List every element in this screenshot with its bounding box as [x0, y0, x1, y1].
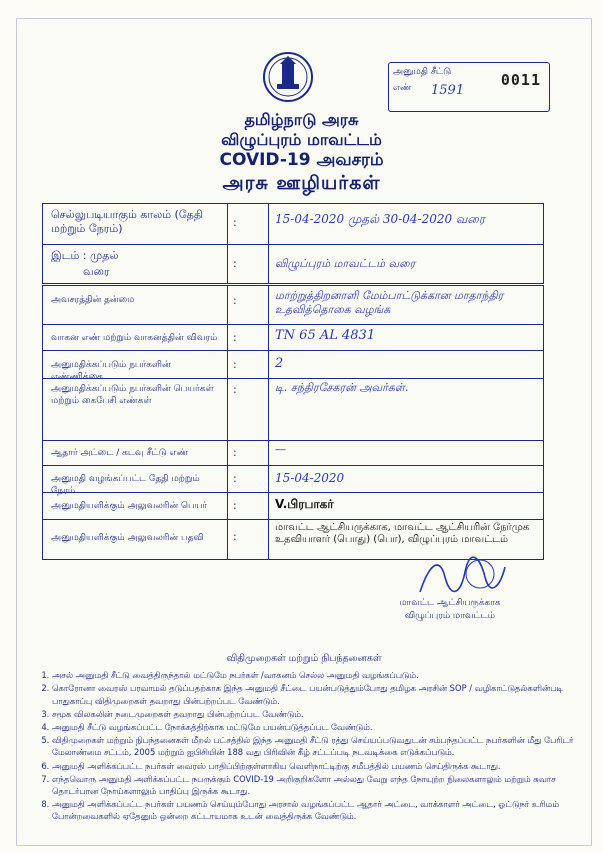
header-employees: அரசு ஊழியர்கள் [222, 172, 381, 194]
rule-item: 1. அசல் அனுமதி சீட்டு வைத்திருந்தால் மட்டுமே நபர்கள் /வாகனம் செல்ல அனுமதி வழங்கப்படும். [52, 669, 574, 681]
detail-value: TN 65 AL 4831 [275, 328, 376, 343]
detail-row: அனுமதிக்கப்படும் நபர்களின் பெயர்கள் மற்றும் கைபேசி எண்கள் : டி. சந்திரசேகரன் அவர்கள். [43, 379, 543, 441]
signature-icon [410, 552, 510, 602]
rule-item: 7. எந்தவொரு அனுமதி அளிக்கப்பட்ட நபருக்கும் COVID-19 அறிகுறிகளோ அல்லது வேறு எந்த நோயுற்ற நிலைகளாலும் மற்றும் சுவாச தொடர்பான நோய்களாலும் பாதிப்பு இருக்க கூடாது. [52, 773, 574, 797]
detail-label: அனுமதிக்கப்படும் நபர்களின் பெயர்கள் மற்றும் கைபேசி எண்கள் [51, 384, 214, 406]
header-district: விழுப்புரம் மாவட்டம் [221, 130, 382, 149]
rule-item: 4. அனுமதி சீட்டு வழங்கப்பட்ட நோக்கத்திற்காக மட்டுமே பயன்படுத்தப்பட வேண்டும். [52, 721, 574, 733]
detail-row: அனுமதி வழங்கப்பட்ட தேதி மற்றும் நேரம் : 15-04-2020 [43, 466, 543, 493]
rule-item: 2. கொரோனா வைரஸ் பரவாமல் தடுப்பதற்காக இந்த அனுமதி சீட்டை பயன்படுத்தும்போது தமிழக அரசின் SOP / வழிகாட்டுதல்களின்படி பாதுகாப்பு விதிமுறைகள் தவறாது பின்பற்றப்பட வேண்டும். [52, 682, 574, 706]
detail-row: அனுமதிக்கப்படும் நபர்களின் எண்ணிக்கை : 2 [43, 351, 543, 379]
validity-period-row: செல்லுபடியாகும் காலம் (தேதி மற்றும் நேரம்) : 15-04-2020 முதல் 30-04-2020 வரை [43, 204, 543, 245]
permit-serial-number: 0011 [500, 71, 541, 89]
detail-value: 2 [275, 356, 284, 371]
validity-period-label: செல்லுபடியாகும் காலம் (தேதி மற்றும் நேரம்) [51, 208, 203, 235]
validity-period-value: 15-04-2020 முதல் 30-04-2020 வரை [275, 212, 485, 226]
place-label-to: வரை [83, 265, 110, 278]
detail-value: — [275, 443, 286, 456]
rules-section [34, 653, 574, 824]
header-covid: COVID-19 அவசரம் [219, 150, 384, 170]
rule-item: 5. விதிமுறைகள் மற்றும் நிபந்தனைகள் மீறல் பட்சத்தில் இந்த அனுமதி சீட்டு ரத்து செய்யப்படுவதுடன் சம்பந்தப்பட்ட நபர்களின் மீது பேரிடர் மேலாண்மை சட்டம், 2005 மற்றும் ஐபிசியின் 188 வது பிரிவின் கீழ் சட்டப்படி நடவடிக்கை எடுக்கப்படும். [52, 734, 574, 758]
rule-item: 8. அனுமதி அளிக்கப்பட்ட நபர்கள் பயணம் செய்யும்போது அரசால் வழங்கப்பட்ட ஆதார் அட்டை, வாக்காளர் அட்டை, ஓட்டுநர் உரிமம் போன்றவைகளில் ஏதேனும் ஒன்றை கட்டாயமாக உடன் வைத்திருக்க வேண்டும். [52, 798, 574, 822]
detail-label: அனுமதியளிக்கும் அலுவலரின் பதவி [51, 533, 204, 543]
header-government: தமிழ்நாடு அரசு [244, 110, 359, 129]
detail-label: அவசரத்தின் தன்மை [51, 295, 135, 305]
detail-label: அனுமதி வழங்கப்பட்ட தேதி மற்றும் நேரம் [51, 474, 200, 496]
issuing-officer-designation: மாவட்ட ஆட்சியருக்காக, மாவட்ட ஆட்சியரின் நேர்முக உதவியாளர் (பொது) (பொ), விழுப்புரம் மாவட்டம் [275, 522, 530, 545]
detail-value: டி. சந்திரசேகரன் அவர்கள். [275, 381, 409, 394]
rule-item: 6. அனுமதி அளிக்கப்பட்ட நபர்கள் வைரஸ் பாதிப்பிற்குள்ளாகிய வெளிநாட்டிற்கு சமீபத்தில் பயணம் செய்திருக்க கூடாது. [52, 760, 574, 772]
permit-handwritten-number: 1591 [431, 83, 465, 98]
detail-row: ஆதார் அட்டை / கடவு சீட்டு எண் : — [43, 441, 543, 466]
signature-line1: மாவட்ட ஆட்சியருக்காக [399, 598, 501, 608]
place-label-from: இடம் : முதல் [51, 249, 119, 262]
rule-item: 3. சமூக விலகலின் நடைமுறைகள் தவறாது பின்பற்றப்பட வேண்டும். [52, 708, 574, 720]
detail-row: அவசரத்தின் தன்மை : மாற்றுத்திறனாளி மேம்பாட்டுக்கான மாதாந்திர உதவித்தொகை வழங்க [43, 286, 543, 325]
detail-row: அனுமதியளிக்கும் அலுவலரின் பெயர் : V.பிரபாகர் [43, 493, 543, 520]
detail-value: மாற்றுத்திறனாளி மேம்பாட்டுக்கான மாதாந்திர உதவித்தொகை வழங்க [275, 289, 504, 316]
details-table [42, 285, 544, 560]
place-value: விழுப்புரம் மாவட்டம் வரை [275, 257, 416, 270]
issuing-officer-name: V.பிரபாகர் [275, 497, 334, 511]
rules-list [34, 669, 574, 822]
permit-label: அனுமதி சீட்டு [393, 67, 452, 77]
detail-label: அனுமதியளிக்கும் அலுவலரின் பெயர் [51, 501, 208, 511]
rules-title: விதிமுறைகள் மற்றும் நிபந்தனைகள் [226, 653, 382, 664]
permit-label-number: எண் [393, 83, 412, 93]
permit-number-box [388, 62, 550, 112]
signature-line2: விழுப்புரம் மாவட்டம் [404, 611, 496, 621]
detail-row: அனுமதியளிக்கும் அலுவலரின் பதவி : மாவட்ட ஆட்சியருக்காக, மாவட்ட ஆட்சியரின் நேர்முக உதவியாளர் (பொது) (பொ), விழுப்புரம் மாவட்டம் [43, 520, 543, 559]
detail-row: வாகன எண் மற்றும் வாகனத்தின் விவரம் : TN 65 AL 4831 [43, 325, 543, 351]
place-row: இடம் : முதல் வரை : விழுப்புரம் மாவட்டம் வரை [43, 245, 543, 283]
detail-label: ஆதார் அட்டை / கடவு சீட்டு எண் [51, 448, 189, 458]
detail-value: 15-04-2020 [275, 471, 345, 485]
detail-label: அனுமதிக்கப்படும் நபர்களின் எண்ணிக்கை [51, 360, 171, 382]
tamil-nadu-emblem-icon [262, 50, 314, 104]
detail-label: வாகன எண் மற்றும் வாகனத்தின் விவரம் [51, 333, 218, 343]
validity-table [42, 203, 544, 284]
